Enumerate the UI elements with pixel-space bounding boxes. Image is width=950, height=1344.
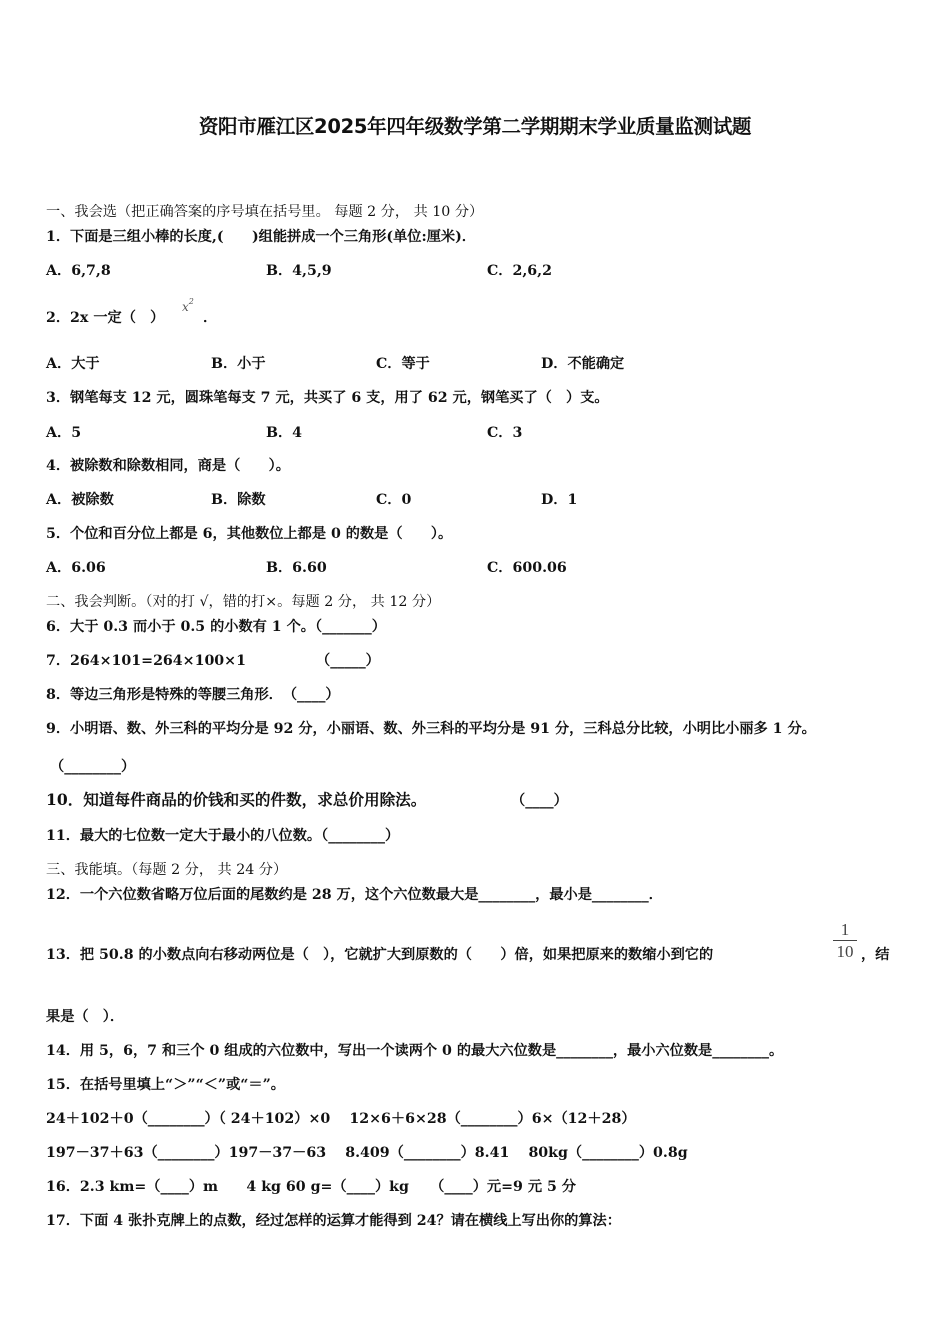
question-10: 10．知道每件商品的价钱和买的件数，求总价用除法。	[46, 790, 427, 809]
q2-period: ．	[203, 310, 218, 326]
question-15: 15．在括号里填上“＞”“＜”或“＝”。	[46, 1077, 285, 1093]
q1-option-c: C．2,6,2	[487, 263, 552, 279]
section-2-heading: 二、我会判断。（对的打 √，错的打×。每题 2 分， 共 12 分）	[46, 594, 441, 610]
question-12: 12．一个六位数省略万位后面的尾数约是 28 万，这个六位数最大是________，最小是________．	[46, 887, 663, 903]
q7-blank: （_____）	[316, 653, 380, 669]
q2-option-d: D．不能确定	[541, 356, 625, 372]
q15-row-1: 24＋102＋0（________）（ 24＋102）×0 12×6＋6×28（________）6×（12＋28）	[46, 1111, 636, 1127]
q5-option-c: C．600.06	[487, 560, 567, 576]
q1-option-a: A．6,7,8	[46, 263, 111, 279]
page-title: 资阳市雁江区2025年四年级数学第二学期期末学业质量监测试题	[198, 115, 752, 138]
section-3-heading: 三、我能填。（每题 2 分， 共 24 分）	[46, 862, 288, 878]
question-9: 9．小明语、数、外三科的平均分是 92 分，小丽语、数、外三科的平均分是 91 分，三科总分比较，小明比小丽多 1 分。	[46, 721, 816, 737]
q4-option-d: D．1	[541, 492, 578, 508]
fraction-one-tenth: 1 10	[833, 920, 857, 961]
question-17: 17．下面 4 张扑克牌上的点数，经过怎样的运算才能得到 24？请在横线上写出你的算法：	[46, 1213, 621, 1229]
question-4: 4．被除数和除数相同，商是（ ）。	[46, 458, 290, 474]
q1-option-b: B．4,5,9	[266, 263, 332, 279]
q5-option-b: B．6.60	[266, 560, 327, 576]
section-1-heading: 一、我会选（把正确答案的序号填在括号里。 每题 2 分， 共 10 分）	[46, 204, 484, 220]
question-1: 1．下面是三组小棒的长度,( )组能拼成一个三角形(单位:厘米)．	[46, 229, 476, 245]
q13-continuation: ，结	[861, 947, 890, 963]
q10-blank: （____）	[511, 793, 568, 809]
question-16: 16．2.3 km=（____）m 4 kg 60 g=（____）kg （____）元=9 元 5 分	[46, 1179, 576, 1195]
question-6: 6．大于 0.3 而小于 0.5 的小数有 1 个。（_______）	[46, 619, 386, 635]
q3-option-a: A．5	[46, 425, 82, 441]
q9-blank: （________）	[50, 759, 136, 775]
question-14: 14．用 5，6，7 和三个 0 组成的六位数中，写出一个读两个 0 的最大六位数是________，最小六位数是________。	[46, 1043, 784, 1059]
q4-option-a: A．被除数	[46, 492, 114, 508]
question-2: 2．2x 一定（ ）	[46, 310, 165, 326]
q13-end: 果是（ ）．	[46, 1009, 125, 1025]
q3-option-c: C．3	[487, 425, 523, 441]
x-squared-formula: $x^2$	[182, 297, 194, 314]
q4-option-c: C．0	[376, 492, 412, 508]
question-7: 7．264×101=264×100×1	[46, 653, 246, 669]
q4-option-b: B．除数	[211, 492, 266, 508]
question-11: 11．最大的七位数一定大于最小的八位数。（________）	[46, 828, 400, 844]
q3-option-b: B．4	[266, 425, 303, 441]
q2-option-c: C．等于	[376, 356, 430, 372]
question-3: 3．钢笔每支 12 元，圆珠笔每支 7 元，共买了 6 支，用了 62 元，钢笔买了（ ）支。	[46, 390, 609, 406]
question-8: 8．等边三角形是特殊的等腰三角形． （____）	[46, 687, 340, 703]
question-5: 5．个位和百分位上都是 6，其他数位上都是 0 的数是（ ）。	[46, 526, 453, 542]
q2-option-a: A．大于	[46, 356, 100, 372]
question-13: 13．把 50.8 的小数点向右移动两位是（ ），它就扩大到原数的（ ）倍，如果把原来的数缩小到它的	[46, 947, 714, 963]
q15-row-2: 197－37＋63（________）197－37－63 8.409（________）8.41 80kg（________）0.8g	[46, 1145, 688, 1161]
q2-option-b: B．小于	[211, 356, 266, 372]
q5-option-a: A．6.06	[46, 560, 106, 576]
